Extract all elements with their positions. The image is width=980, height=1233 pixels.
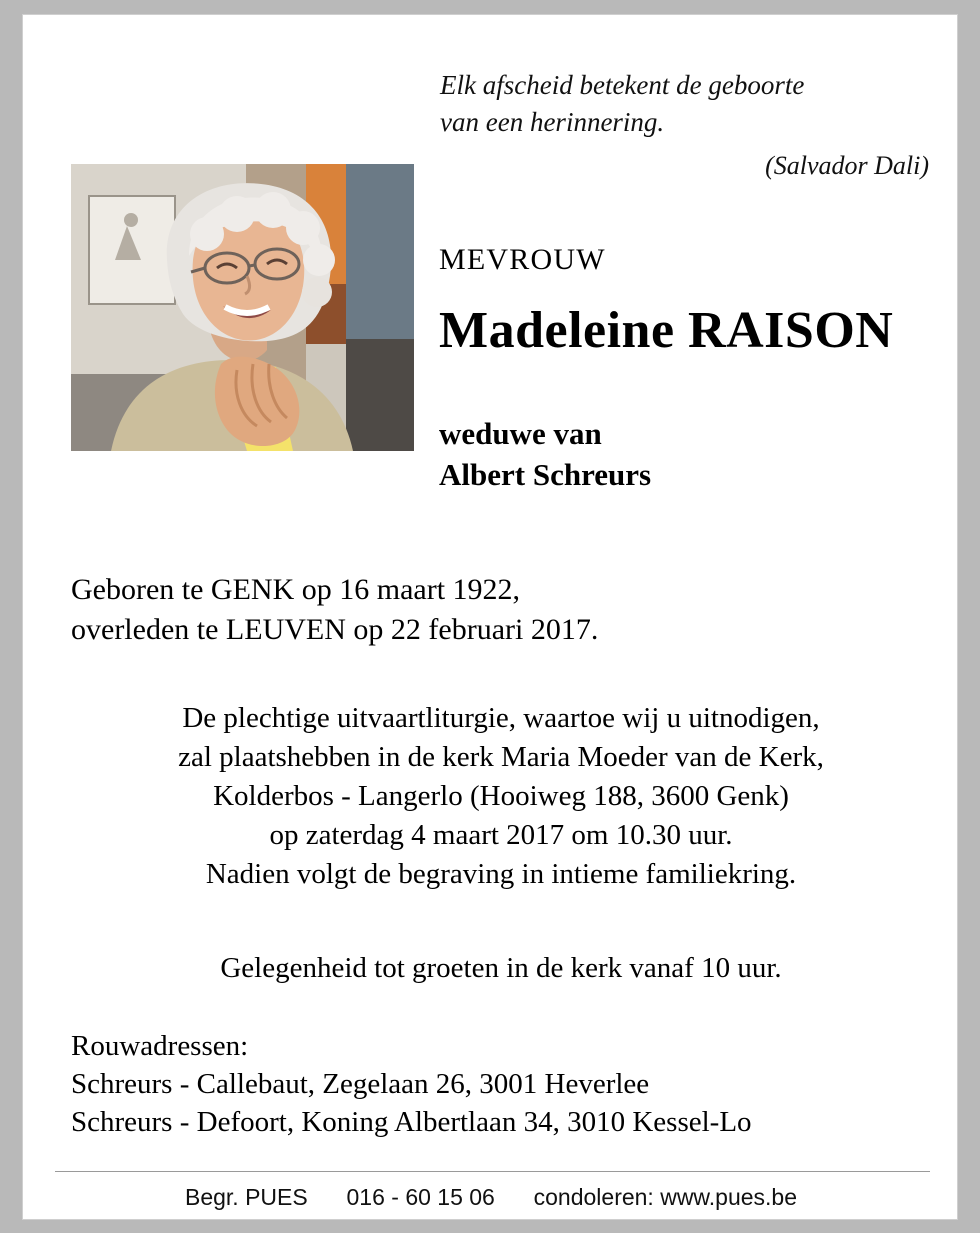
address-line-1: Schreurs - Callebaut, Zegelaan 26, 3001 Heverlee [71, 1068, 650, 1100]
birth-death-block [71, 570, 921, 650]
service-details [71, 699, 931, 894]
footer-divider [55, 1171, 930, 1172]
salutation: MEVROUW [439, 243, 606, 276]
portrait-photo [71, 164, 414, 451]
quote-line-1: Elk afscheid betekent de geboorte [440, 70, 805, 100]
service-line-1: De plechtige uitvaartliturgie, waartoe wij u uitnodigen, [182, 702, 820, 734]
greeting-line: Gelegenheid tot groeten in de kerk vanaf 10 uur. [220, 952, 782, 984]
widow-label: weduwe van [439, 416, 602, 451]
service-line-2: zal plaatshebben in de kerk Maria Moeder van de Kerk, [178, 741, 824, 773]
addresses-label: Rouwadressen: [71, 1030, 249, 1062]
birth-line: Geboren te GENK op 16 maart 1922, [71, 573, 521, 606]
quote-block [440, 67, 935, 184]
spouse-name: Albert Schreurs [439, 457, 652, 492]
portrait-illustration [71, 164, 414, 451]
memorial-card [22, 14, 958, 1220]
service-line-4: op zaterdag 4 maart 2017 om 10.30 uur. [269, 819, 733, 851]
address-line-2: Schreurs - Defoort, Koning Albertlaan 34, 3010 Kessel-Lo [71, 1106, 752, 1138]
death-line: overleden te LEUVEN op 22 februari 2017. [71, 613, 599, 646]
quote-author: (Salvador Dali) [765, 151, 929, 180]
memorial-card-inner [35, 27, 947, 1209]
undertaker-phone: 016 - 60 15 06 [346, 1184, 495, 1210]
deceased-name: Madeleine RAISON [439, 302, 894, 359]
undertaker-name: Begr. PUES [184, 1184, 308, 1210]
footer [35, 1184, 947, 1211]
condolences-link[interactable]: condoleren: www.pues.be [533, 1184, 798, 1210]
service-line-3: Kolderbos - Langerlo (Hooiweg 188, 3600 Genk) [213, 780, 789, 812]
spouse-block [439, 413, 651, 495]
mourning-addresses [71, 1027, 931, 1141]
quote-line-2: van een herinnering. [440, 107, 665, 137]
service-line-5: Nadien volgt de begraving in intieme familiekring. [205, 858, 797, 890]
